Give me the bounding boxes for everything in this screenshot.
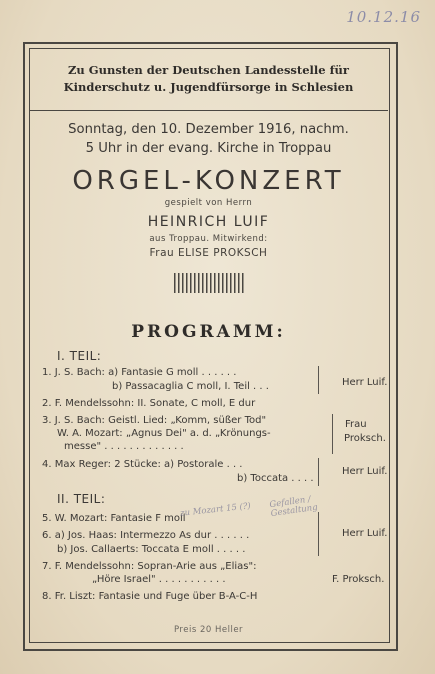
program-item: b) Toccata . . . . <box>237 473 314 484</box>
header-line-1: Zu Gunsten der Deutschen Landesstelle für <box>68 63 349 77</box>
program-item: W. A. Mozart: „Agnus Dei" a. d. „Krönungs- <box>57 428 271 439</box>
program-item: 3. J. S. Bach: Geistl. Lied: „Komm, süßer Tod" <box>42 415 267 426</box>
program-item: b) Passacaglia C moll, I. Teil . . . <box>112 381 269 392</box>
price-note: Preis 20 Heller <box>173 625 244 635</box>
handwritten-date: 10.12.16 <box>346 8 421 26</box>
performer-label: Herr Luif. <box>342 377 388 388</box>
performer-label: F. Proksch. <box>332 574 385 585</box>
performer-label: Proksch. <box>344 433 386 444</box>
performer-label: Herr Luif. <box>342 528 388 539</box>
event-info <box>29 120 388 293</box>
performer-origin: aus Troppau. Mitwirkend: <box>149 234 268 244</box>
program-item: 6. a) Jos. Haas: Intermezzo As dur . . . . . . <box>42 530 250 541</box>
event-time-place: 5 Uhr in der evang. Kirche in Troppau <box>85 141 332 156</box>
performer-brace <box>318 366 319 394</box>
program-item: „Höre Israel" . . . . . . . . . . . <box>92 574 226 585</box>
program-item: 7. F. Mendelssohn: Sopran-Arie aus „Elias": <box>42 561 257 572</box>
performer-name: HEINRICH LUIF <box>147 214 270 230</box>
pencil-annotation: Gefallen / Gestaltung <box>268 494 319 520</box>
event-date: Sonntag, den 10. Dezember 1916, nachm. <box>68 122 349 137</box>
part-1-heading: I. TEIL: <box>57 349 102 363</box>
played-by-text: gespielt von Herrn <box>164 198 253 208</box>
performer-label: Frau <box>345 419 367 430</box>
program-heading: PROGRAMM: <box>131 322 286 342</box>
performer-brace <box>318 512 319 556</box>
header-line-2: Kinderschutz u. Jugendfürsorge in Schlesien <box>63 80 354 94</box>
performer-brace <box>332 414 333 454</box>
pencil-annotation: zu Mozart 15 (?) <box>179 501 252 519</box>
program-item: 4. Max Reger: 2 Stücke: a) Postorale . . . <box>42 459 243 470</box>
program-item: 1. J. S. Bach: a) Fantasie G moll . . . . . . <box>42 367 237 378</box>
performer-brace <box>318 458 319 486</box>
program-item: 8. Fr. Liszt: Fantasie und Fuge über B-A-C-H <box>42 591 258 602</box>
program-item: 2. F. Mendelssohn: II. Sonate, C moll, E dur <box>42 398 256 409</box>
decorative-ornament <box>174 273 244 293</box>
header-box <box>29 48 388 111</box>
program-item: 5. W. Mozart: Fantasie F moll <box>42 513 186 524</box>
program-item: messe" . . . . . . . . . . . . . <box>64 441 184 452</box>
assistant-name: Frau ELISE PROKSCH <box>149 247 268 259</box>
performer-label: Herr Luif. <box>342 466 388 477</box>
concert-title: ORGEL-KONZERT <box>72 166 345 196</box>
part-2-heading: II. TEIL: <box>57 492 106 506</box>
program-item: b) Jos. Callaerts: Toccata E moll . . . . . <box>57 544 246 555</box>
